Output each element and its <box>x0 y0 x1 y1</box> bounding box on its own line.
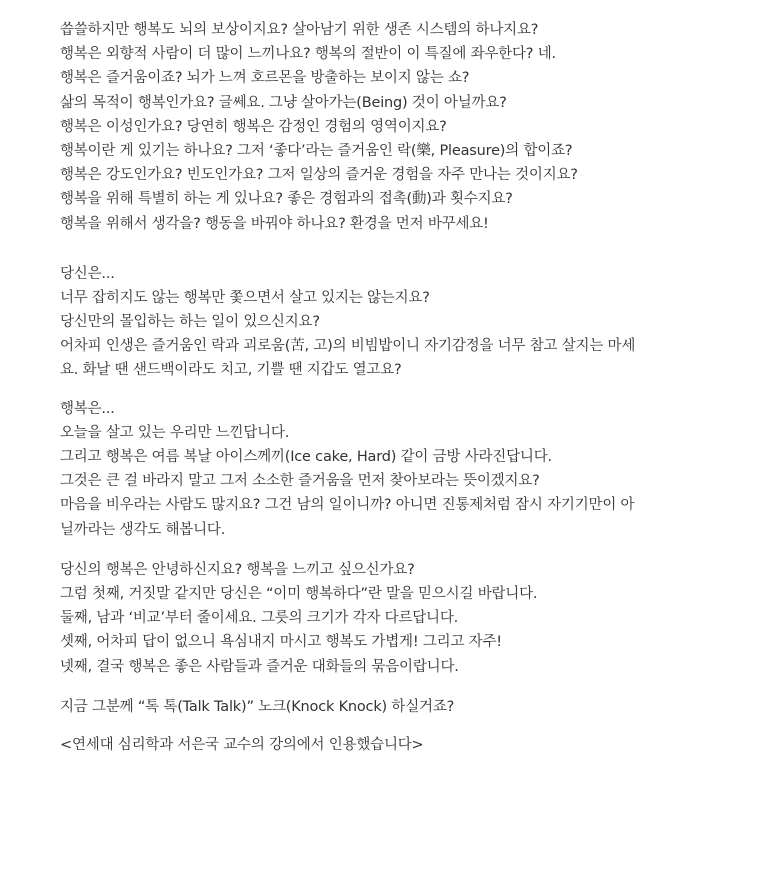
text-line: 마음을 비우라는 사람도 많지요? 그건 남의 일이니까? 아니면 진통제처럼 잠시 자기기만이 아 <box>60 497 635 514</box>
text-line: 행복은 외향적 사람이 더 많이 느끼나요? 행복의 절반이 이 특질에 좌우한다? 네. <box>60 46 556 63</box>
paragraph-closing <box>60 695 760 719</box>
paragraph-citation <box>60 733 760 757</box>
text-line: 행복을 위해서 생각을? 행동을 바꿔야 하나요? 환경을 먼저 바꾸세요! <box>60 215 489 232</box>
text-line: 씁쓸하지만 행복도 뇌의 보상이지요? 살아남기 위한 생존 시스템의 하나지요? <box>60 22 539 38</box>
text-line: 지금 그분께 “톡 톡(Talk Talk)” 노크(Knock Knock) 하실거죠? <box>60 698 455 715</box>
text-line: 둘째, 남과 ‘비교’부터 줄이세요. 그릇의 크기가 각자 다르답니다. <box>60 610 459 627</box>
article-body <box>60 18 760 757</box>
text-line: 셋째, 어차피 답이 없으니 욕심내지 마시고 행복도 가볍게! 그리고 자주! <box>60 634 502 651</box>
text-line: 삶의 목적이 행복인가요? 글쎄요. 그냥 살아가는(Being) 것이 아닐까요? <box>60 94 507 111</box>
paragraph-gap <box>60 383 760 397</box>
text-line: 당신의 행복은 안녕하신지요? 행복을 느끼고 싶으신가요? <box>60 561 415 578</box>
text-line: 행복을 위해 특별히 하는 게 있나요? 좋은 경험과의 접촉(動)과 횟수지요? <box>60 191 513 208</box>
paragraph-gap <box>60 236 760 262</box>
text-line: 행복은 강도인가요? 빈도인가요? 그저 일상의 즐거운 경험을 자주 만나는 것이지요? <box>60 167 578 184</box>
text-line: 당신만의 몰입하는 하는 일이 있으신지요? <box>60 314 320 331</box>
text-line: 행복은... <box>60 400 115 417</box>
text-line: 너무 잡히지도 않는 행복만 쫓으면서 살고 있지는 않는지요? <box>60 289 430 306</box>
text-line: 그럼 첫째, 거짓말 같지만 당신은 “이미 행복하다”란 말을 믿으시길 바랍니다. <box>60 585 538 602</box>
paragraph-advice <box>60 558 760 679</box>
text-line: 넷째, 결국 행복은 좋은 사람들과 즐거운 대화들의 묶음이랍니다. <box>60 658 459 675</box>
text-line: 그것은 큰 걸 바라지 말고 그저 소소한 즐거움을 먼저 찾아보라는 뜻이겠지요? <box>60 473 540 490</box>
paragraph-gap <box>60 542 760 558</box>
paragraph-happiness-is <box>60 397 760 542</box>
text-line: 행복은 이성인가요? 당연히 행복은 감정인 경험의 영역이지요? <box>60 118 447 135</box>
text-line: 닐까라는 생각도 해봅니다. <box>60 521 226 538</box>
paragraph-gap <box>60 719 760 733</box>
paragraph-gap <box>60 679 760 695</box>
citation-line: <연세대 심리학과 서은국 교수의 강의에서 인용했습니다> <box>60 736 424 753</box>
paragraph-you <box>60 262 760 383</box>
text-line: 요. 화날 땐 샌드백이라도 치고, 기쁠 땐 지갑도 열고요? <box>60 362 402 379</box>
paragraph-happiness-questions <box>60 18 760 236</box>
text-line: 당신은... <box>60 265 115 282</box>
text-line: 어차피 인생은 즐거움인 락과 괴로움(苦, 고)의 비빔밥이니 자기감정을 너무 참고 살지는 마세 <box>60 338 636 355</box>
text-line: 행복이란 게 있기는 하나요? 그저 ‘좋다’라는 즐거움인 락(樂, Pleasure)의 합이죠? <box>60 142 573 159</box>
text-line: 오늘을 살고 있는 우리만 느낀답니다. <box>60 424 290 441</box>
text-line: 그리고 행복은 여름 복날 아이스께끼(Ice cake, Hard) 같이 금방 사라진답니다. <box>60 449 552 465</box>
text-line: 행복은 즐거움이죠? 뇌가 느껴 호르몬을 방출하는 보이지 않는 쇼? <box>60 70 470 87</box>
